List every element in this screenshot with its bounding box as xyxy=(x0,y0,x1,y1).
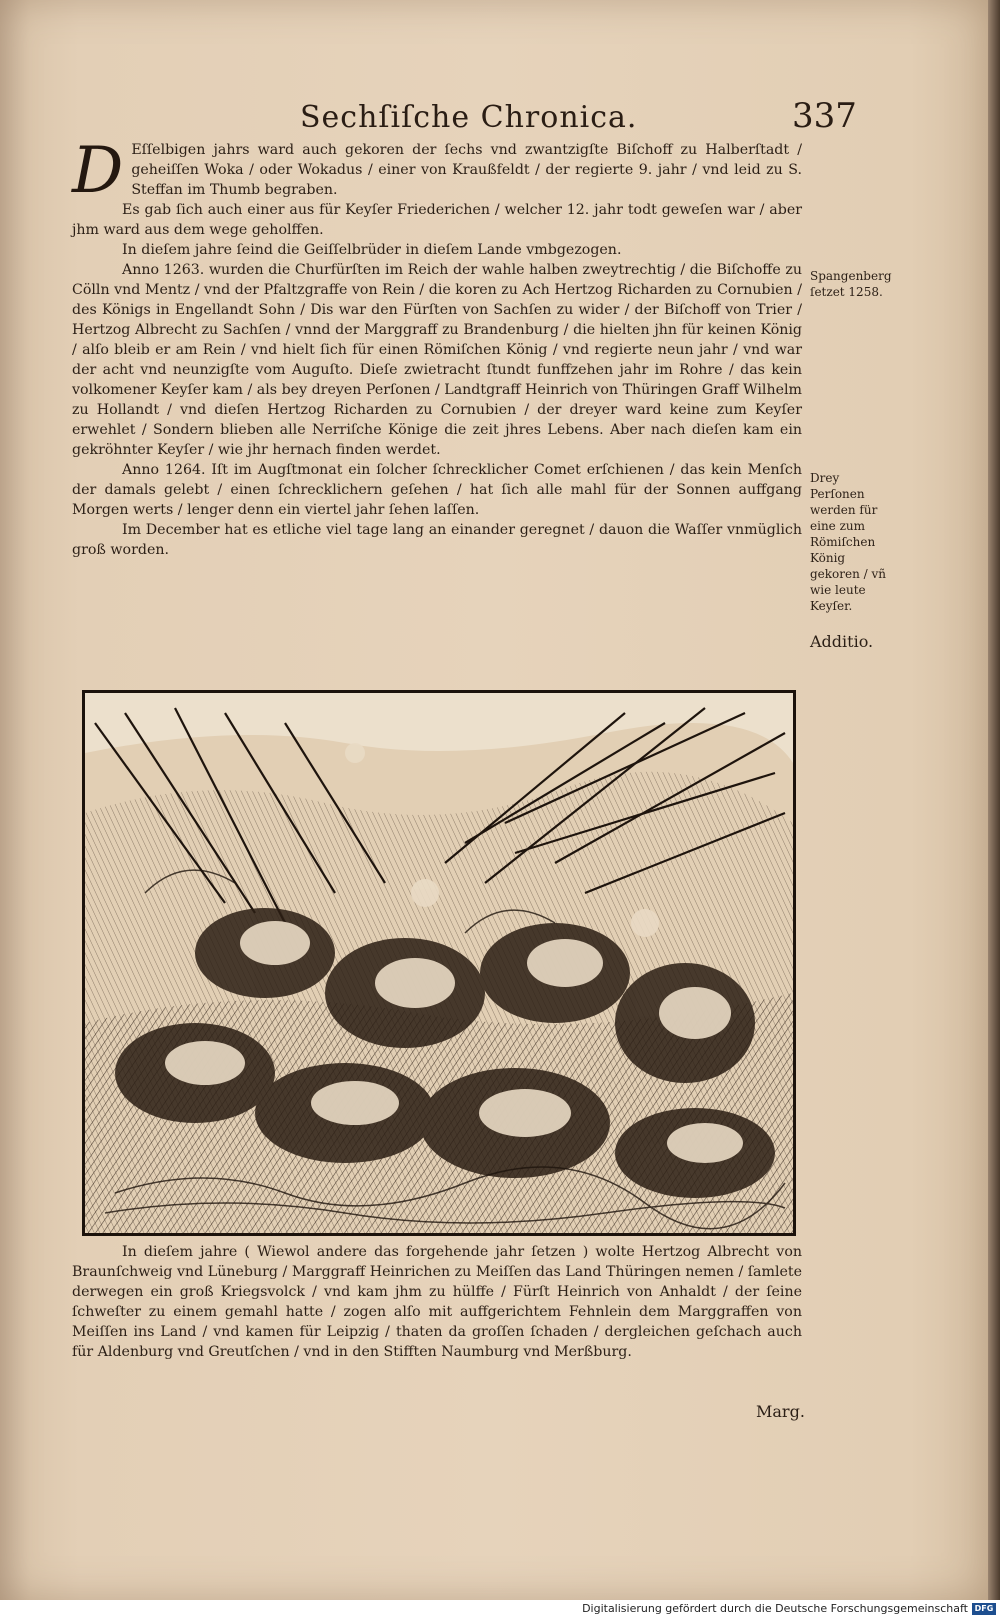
footer-credit-text: Digitalisierung gefördert durch die Deutsche Forschungsgemeinschaft xyxy=(582,1602,968,1615)
text-block-lower xyxy=(72,1242,802,1362)
paragraph-6: Im December hat es etliche viel tage lang an einander geregnet / dauon die Waſſer vnmüglich groß worden. xyxy=(72,522,802,558)
paragraph-7: In dieſem jahre ( Wiewol andere das forgehende jahr ſetzen ) wolte Hertzog Albrecht von Braunſchweig vnd Lüneburg / Marggraff Heinrichen zu Meiſſen das Land Thüringen nemen / ſamlete derwegen ein groß Kriegsvolck / vnd kam jhm zu hülffe / Fürſt Heinrich von Anhaldt / der ſeine ſchweſter zu einem gemahl hatte / zogen alſo mit auffgerichtem Fehnlein dem Marggraffen von Meiſſen ins Land / vnd kamen für Leipzig / thaten da groſſen ſchaden / dergleichen geſchach auch für Aldenburg vnd Greutſchen / vnd in den Stifften Naumburg vnd Merßburg. xyxy=(72,1244,802,1360)
digitization-footer xyxy=(0,1600,1000,1618)
paragraph-1-text: Eſſelbigen jahrs ward auch gekoren der ſechs vnd zwantzigſte Biſchoff zu Halberſtadt / geheiſſen Woka / oder Wokadus / einer von Kraußfeldt / der regierte 9. jahr / vnd leid zu S. Steffan im Thumb begraben. xyxy=(131,142,802,198)
drop-cap-initial: D xyxy=(72,134,124,208)
page-number: 337 xyxy=(792,96,857,136)
margin-note-spangenberg: Spangenberg ſetzet 1258. xyxy=(810,269,892,299)
paragraph-4: Anno 1263. wurden die Churfürſten im Reich der wahle halben zweytrechtig / die Biſchoffe zu Cölln vnd Mentz / vnd der Pfaltzgraffe von Rein / die koren zu Ach Hertzog Richarden zu Cornubien / des Königs in Engellandt Sohn / Dis war den Fürſten von Sachſen zu wider / der Biſchoff von Trier / Hertzog Albrecht zu Sachſen / vnnd der Marggraff zu Brandenburg / die hielten jhn für keinen König / alſo bleib er am Rein / vnd hielt ſich für einen Römiſchen König / vnd regierte neun jahr / vnd war der acht vnd neunzigſte vom Auguſto. Dieſe zwietracht ſtundt funffzehen jahr im Rohre / das kein volkomener Keyſer kam / als bey dreyen Perſonen / Landtgraff Heinrich von Thüringen Graff Wilhelm zu Hollandt / vnd dieſen Hertzog Richarden zu Cornubien / der dreyer ward keine zum Keyſer erwehlet / Sondern blieben alle Nerriſche Könige die zeit jhres Lebens. Aber nach dieſen kam ein gekröhnter Keyſer / wie jhr hernach finden werdet. xyxy=(72,262,802,458)
battle-scene-woodcut xyxy=(82,690,796,1236)
margin-note-additio: Additio. xyxy=(810,632,874,651)
dfg-logo-icon: DFG xyxy=(972,1603,996,1615)
paragraph-1 xyxy=(72,134,802,208)
catchword: Marg. xyxy=(756,1402,805,1421)
paragraph-2: Es gab ſich auch einer aus für Keyſer Friederichen / welcher 12. jahr todt geweſen war / aber jhm ward aus dem wege geholffen. xyxy=(72,202,802,238)
paragraph-5: Anno 1264. Iſt im Augſtmonat ein ſolcher ſchrecklicher Comet erſchienen / das kein Menſch der damals gelebt / einen ſchrecklichern geſehen / hat ſich alle mahl für der Sonnen auffgang Morgen werts / lenger denn ein viertel jahr ſehen laſſen. xyxy=(72,462,802,518)
text-block-upper xyxy=(72,134,802,560)
margin-note-drey-personen: Drey Perſonen werden für eine zum Römiſchen König gekoren / vñ wie leute Keyſer. xyxy=(810,471,887,613)
paragraph-3: In dieſem jahre ſeind die Geiſſelbrüder in dieſem Lande vmbgezogen. xyxy=(122,242,622,258)
running-title: Sechſiſche Chronica. xyxy=(300,100,638,135)
page-edge-shadow xyxy=(988,0,1000,1618)
